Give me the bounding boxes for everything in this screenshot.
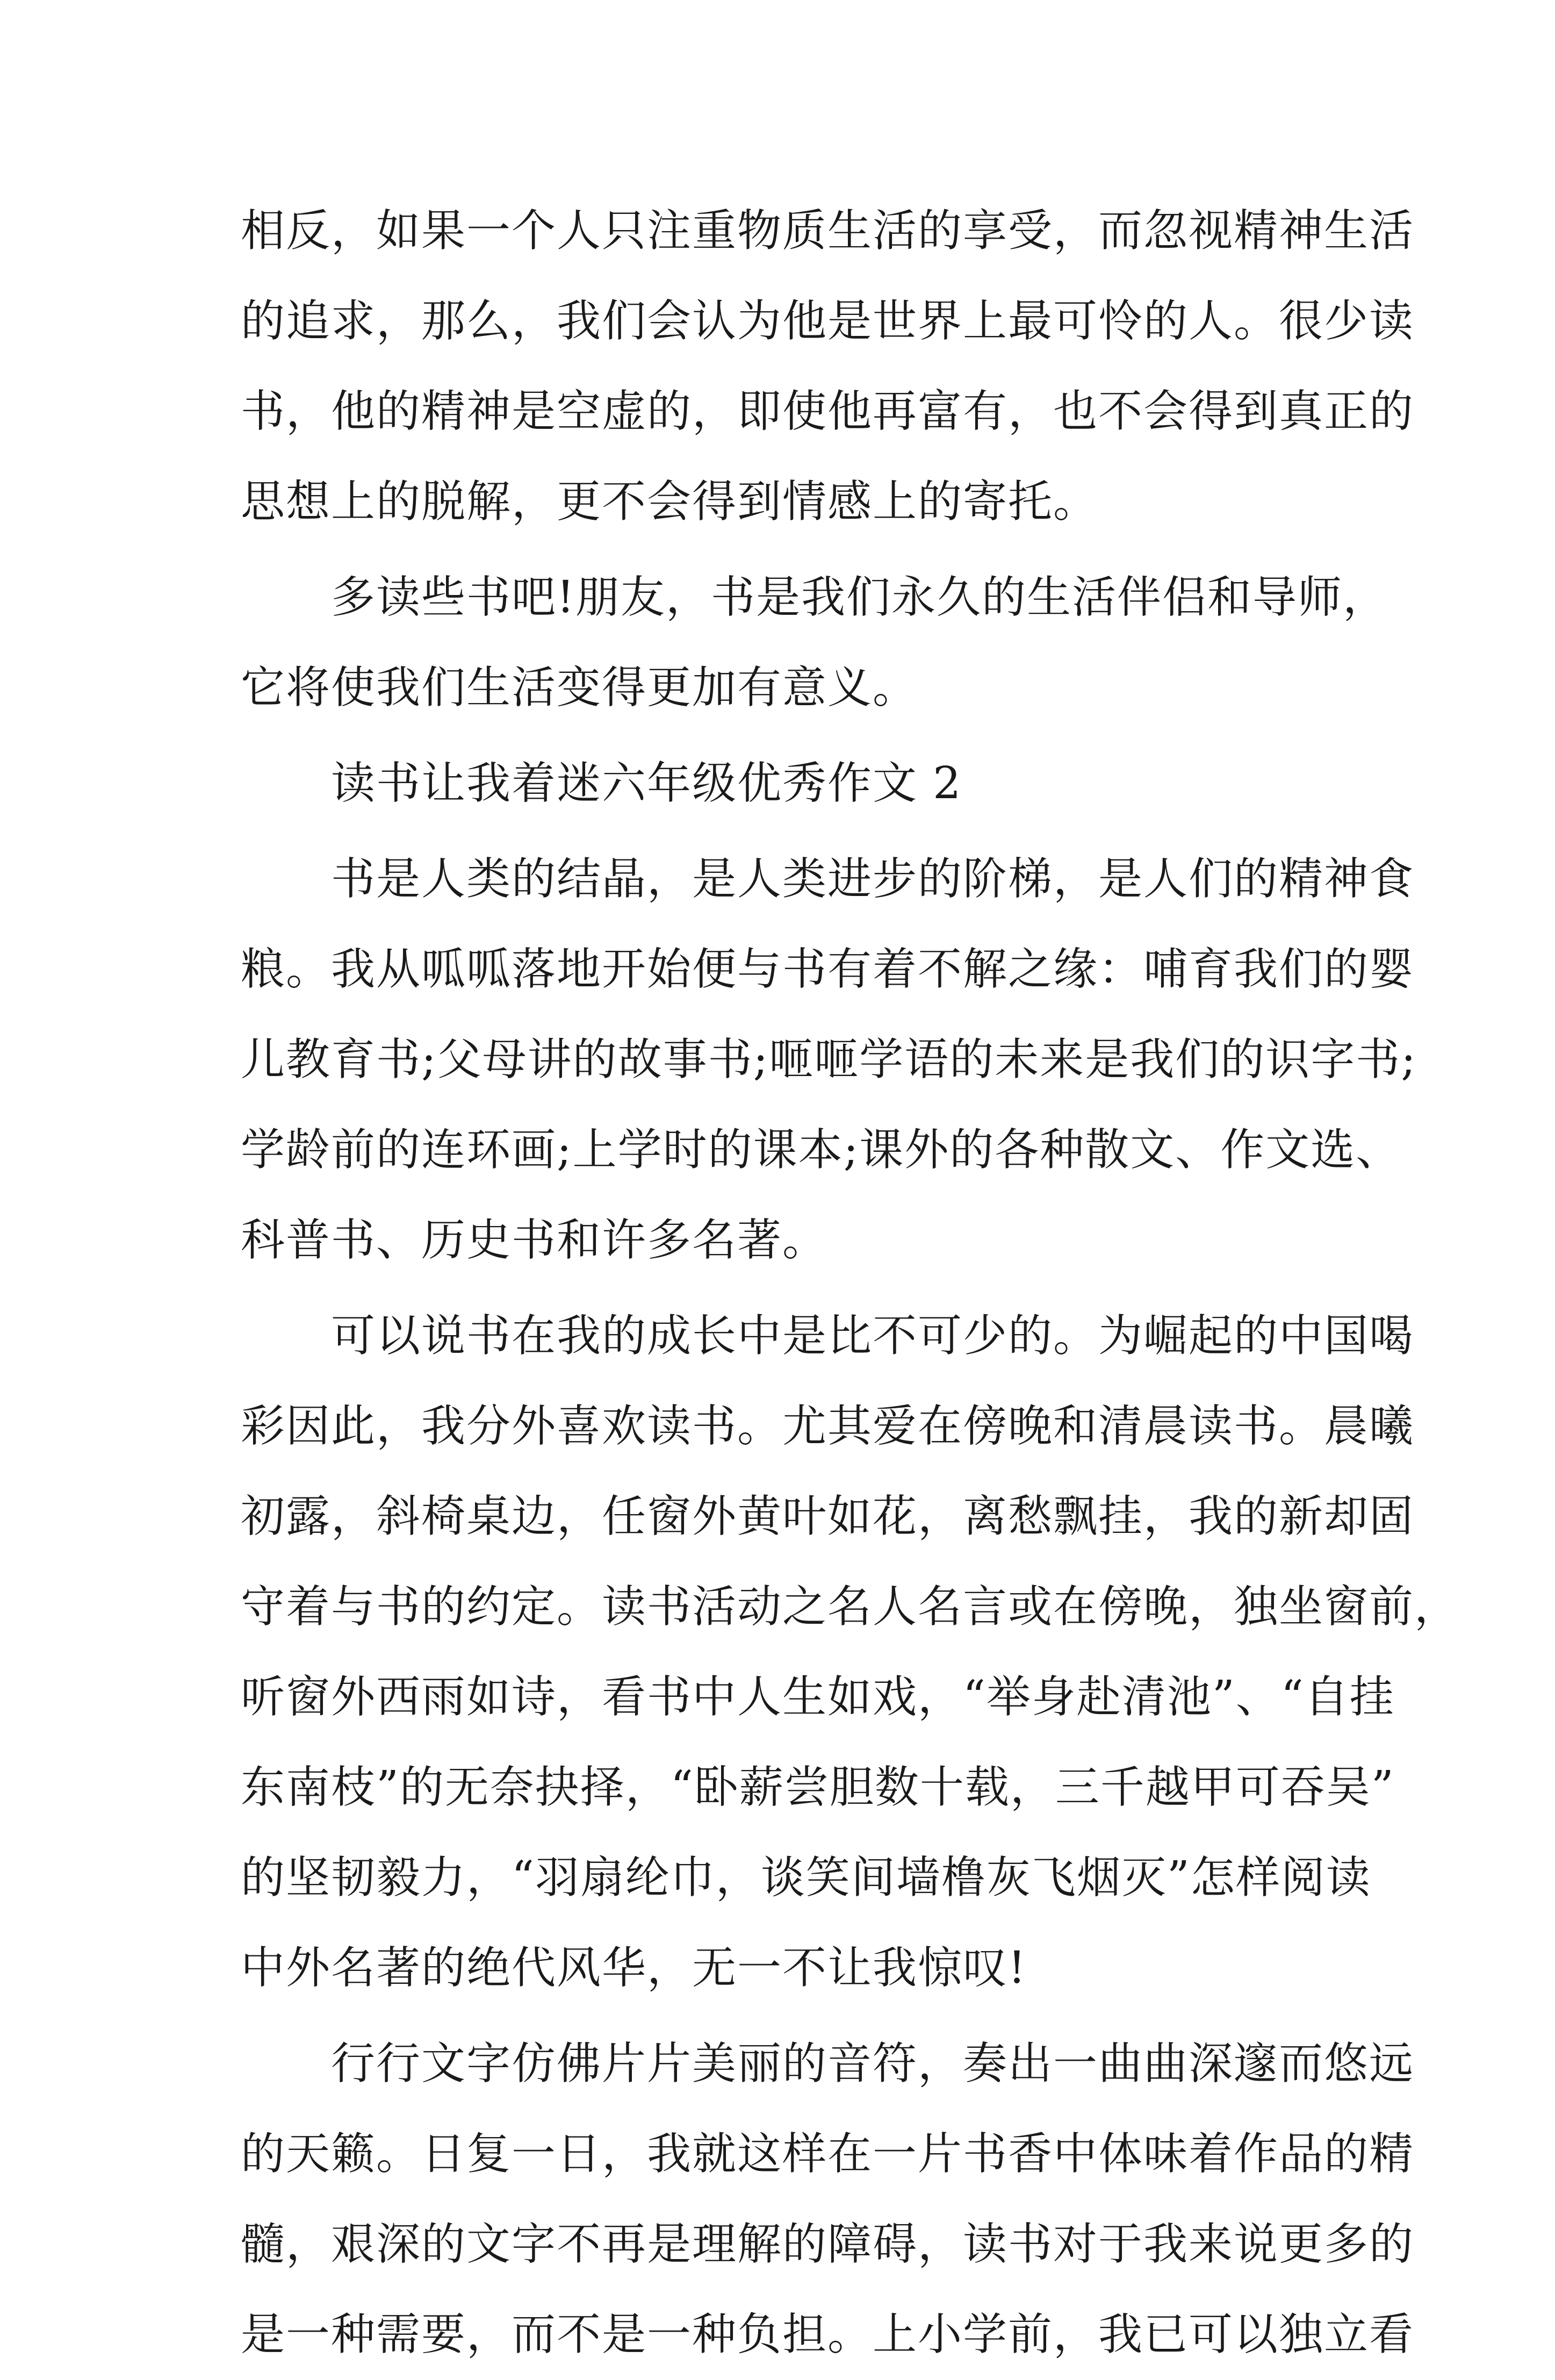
text-line: 粮。我从呱呱落地开始便与书有着不解之缘：哺育我们的婴 (241, 944, 1415, 995)
paragraph (241, 834, 1417, 1286)
text-line: 中外名著的绝代风华，无一不让我惊叹! (241, 1942, 1027, 1994)
section-heading (241, 739, 1331, 829)
text-line: 多读些书吧!朋友，书是我们永久的生活伴侣和导师， (241, 572, 1388, 623)
document-body (241, 186, 1460, 2380)
paragraph-gap (241, 547, 1331, 553)
text-line: 它将使我们生活变得更加有意义。 (241, 662, 918, 713)
text-line: 是一种需要，而不是一种负担。上小学前，我已可以独立看 (241, 2309, 1415, 2360)
text-line: 听窗外西雨如诗，看书中人生如戏，“举身赴清池”、“自挂 (241, 1672, 1395, 1723)
text-line: 守着与书的约定。读书活动之名人名言或在傍晚，独坐窗前， (241, 1581, 1460, 1632)
text-line: 学龄前的连环画;上学时的课本;课外的各种散文、作文选、 (241, 1124, 1401, 1175)
heading-line: 读书让我着迷六年级优秀作文 2 (241, 758, 962, 809)
text-line: 的追求，那么，我们会认为他是世界上最可怜的人。很少读 (241, 296, 1415, 347)
paragraph-gap (241, 1286, 1331, 1291)
paragraph (241, 2019, 1415, 2380)
text-line: 彩因此，我分外喜欢读书。尤其爱在傍晚和清晨读书。晨曦 (241, 1401, 1415, 1452)
text-line: 儿教育书;父母讲的故事书;咂咂学语的未来是我们的识字书; (241, 1034, 1417, 1085)
text-line: 东南枝”的无奈抉择，“卧薪尝胆数十载，三千越甲可吞吴” (241, 1762, 1395, 1813)
text-line: 相反，如果一个人只注重物质生活的享受，而忽视精神生活 (241, 205, 1415, 256)
paragraph-gap (241, 733, 1331, 739)
text-line: 的坚韧毅力，“羽扇纶巾，谈笑间墙橹灰飞烟灭”怎样阅读 (241, 1852, 1371, 1903)
text-line: 行行文字仿佛片片美丽的音符，奏出一曲曲深邃而悠远 (241, 2038, 1415, 2089)
text-line: 髓，艰深的文字不再是理解的障碍，读书对于我来说更多的 (241, 2219, 1415, 2270)
paragraph (241, 553, 1388, 733)
paragraph-gap (241, 829, 1331, 834)
text-line: 书，他的精神是空虚的，即使他再富有，也不会得到真正的 (241, 386, 1415, 437)
text-line: 初露，斜椅桌边，任窗外黄叶如花，离愁飘挂，我的新却固 (241, 1491, 1415, 1542)
paragraph (241, 186, 1415, 547)
paragraph-gap (241, 2013, 1331, 2019)
text-line: 科普书、历史书和许多名著。 (241, 1215, 828, 1266)
paragraph (241, 1291, 1460, 2013)
text-line: 思想上的脱解，更不会得到情感上的寄托。 (241, 476, 1099, 527)
text-line: 的天籁。日复一日，我就这样在一片书香中体味着作品的精 (241, 2128, 1415, 2180)
text-line: 可以说书在我的成长中是比不可少的。为崛起的中国喝 (241, 1310, 1415, 1361)
text-line: 书是人类的结晶，是人类进步的阶梯，是人们的精神食 (241, 854, 1415, 905)
